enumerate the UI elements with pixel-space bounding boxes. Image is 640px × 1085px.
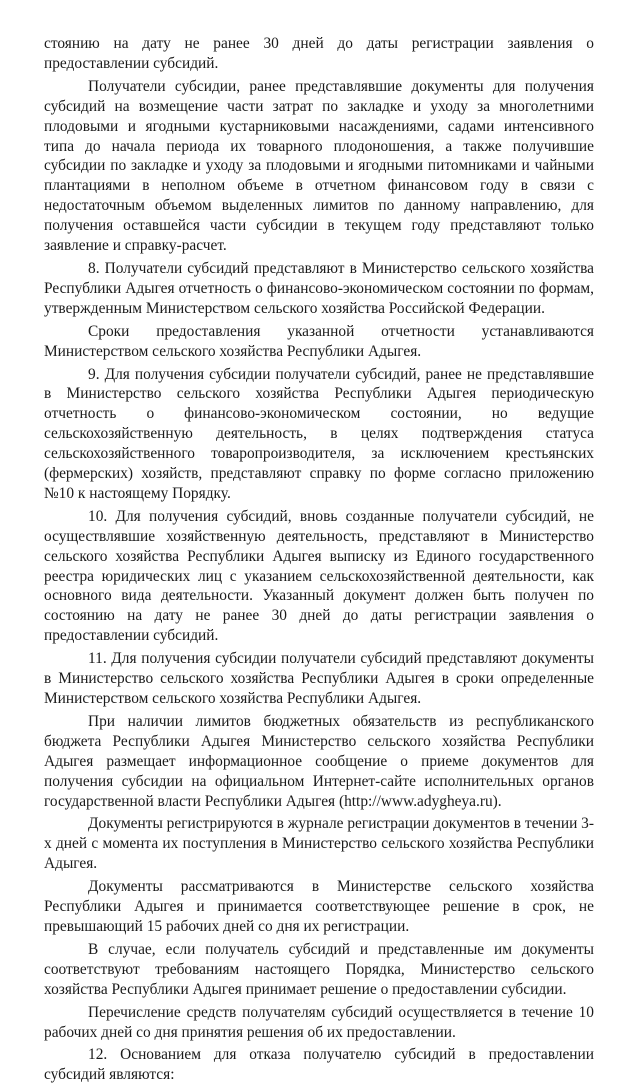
paragraph-item-10: 10. Для получения субсидий, вновь созданные получатели субсидий, не осуществлявшие хозяйственную деятельность, представляют в Министерство сельского хозяйства Республики Адыгея выписку из Единого государственного реестра юридических лиц с указанием сельскохозяйственной деятельности, как основного вида деятельности. Указанный документ должен быть получен по состоянию на дату не ранее 30 дней до даты регистрации заявления о предоставлении субсидий.	[44, 507, 594, 645]
paragraph-budget-limits: При наличии лимитов бюджетных обязательств из республиканского бюджета Республики Адыгея Министерство сельского хозяйства Республики Адыгея размещает информационное сообщение о приеме документов для получения субсидии на официальном Интернет-сайте исполнительных органов государственной власти Республики Адыгея (http://www.adygheya.ru).	[44, 712, 594, 810]
paragraph-continuation: стоянию на дату не ранее 30 дней до даты регистрации заявления о предоставлении субсидий.	[44, 35, 594, 72]
paragraph-review: Документы рассматриваются в Министерстве сельского хозяйства Республики Адыгея и принимается соответствующее решение в срок, не превышающий 15 рабочих дней со дня их регистрации.	[44, 878, 594, 935]
paragraph-item-11: 11. Для получения субсидии получатели субсидий представляют документы в Министерство сельского хозяйства Республики Адыгея в сроки определенные Министерством сельского хозяйства Республики Адыгея.	[44, 650, 594, 707]
paragraph-reporting-deadlines: Сроки предоставления указанной отчетности устанавливаются Министерством сельского хозяйства Республики Адыгея.	[44, 322, 594, 360]
document-page	[44, 34, 594, 1085]
paragraph-item-9: 9. Для получения субсидии получатели субсидий, ранее не представлявшие в Министерство сельского хозяйства Республики Адыгея периодическую отчетность о финансово-экономическом состоянии, но ведущие сельскохозяйственную деятельность, в целях подтверждения статуса сельскохозяйственного товаропроизводителя, за исключением крестьянских (фермерских) хозяйств, представляют справку по форме согласно приложению №10 к настоящему Порядку.	[44, 365, 594, 502]
paragraph-compliance-decision: В случае, если получатель субсидий и представленные им документы соответствуют требованиям настоящего Порядка, Министерство сельского хозяйства Республики Адыгея принимает решение о предоставлении субсидии.	[44, 940, 594, 998]
paragraph-transfer-of-funds: Перечисление средств получателям субсидий осуществляется в течение 10 рабочих дней со дня принятия решения об их предоставлении.	[44, 1003, 594, 1041]
paragraph-recipients-previous-docs: Получатели субсидии, ранее представлявшие документы для получения субсидий на возмещение части затрат по закладке и уходу за многолетними плодовыми и ягодными кустарниковыми насаждениями, садами интенсивного типа до начала периода их товарного плодоношения, а также получившие субсидии по закладке и уходу за плодовыми и ягодными питомниками и чайными плантациями в неполном объеме в отчетном финансовом году в связи с недостаточным объемом выделенных лимитов по данному направлению, для получения оставшейся части субсидии в текущем году представляют только заявление и справку-расчет.	[44, 77, 594, 255]
paragraph-item-8: 8. Получатели субсидий представляют в Министерство сельского хозяйства Республики Адыгея отчетность о финансово-экономическом состоянии по формам, утвержденным Министерством сельского хозяйства Российской Федерации.	[44, 259, 594, 317]
paragraph-registration: Документы регистрируются в журнале регистрации документов в течении 3-х дней с момента их поступления в Министерство сельского хозяйства Республики Адыгея.	[44, 815, 594, 873]
paragraph-item-12: 12. Основанием для отказа получателю субсидий в предоставлении субсидий являются:	[44, 1046, 594, 1084]
